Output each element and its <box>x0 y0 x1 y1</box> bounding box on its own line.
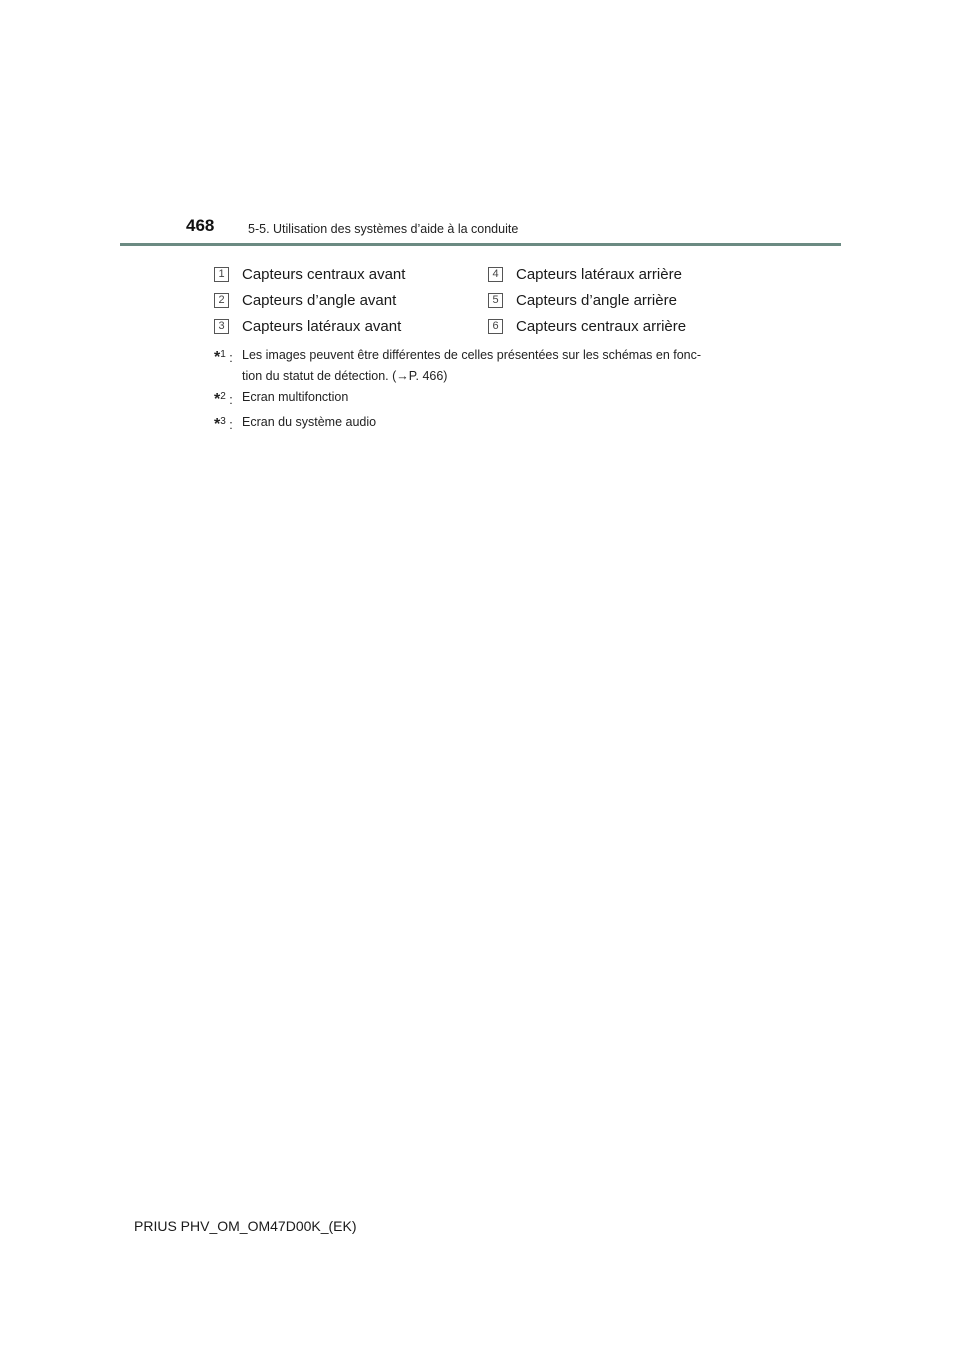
page-number: 468 <box>186 216 215 235</box>
legend-item <box>488 266 682 283</box>
footnote-text: Ecran multifonction <box>242 390 349 404</box>
legend-number-box: 3 <box>214 319 229 334</box>
section-title: 5-5. Utilisation des systèmes d’aide à la conduite <box>248 222 519 236</box>
footnote-text: Les images peuvent être différentes de celles présentées sur les schémas en fonc- <box>242 348 702 362</box>
legend-item <box>214 292 396 309</box>
footnote-number: 3 <box>220 416 226 427</box>
footnote-separator: : <box>229 393 233 407</box>
footnote-star: * <box>214 349 221 366</box>
legend-number-box: 2 <box>214 293 229 308</box>
header-rule <box>120 243 841 246</box>
legend-label: Capteurs d’angle arrière <box>516 292 677 309</box>
legend-item <box>214 318 401 335</box>
footnote-text-continued: tion du statut de détection. (→P. 466) <box>242 369 448 383</box>
footer-doc-id: PRIUS PHV_OM_OM47D00K_(EK) <box>134 1218 357 1234</box>
footnote-number: 1 <box>220 349 226 360</box>
footnote-star: * <box>214 391 221 408</box>
footnote-star: * <box>214 416 221 433</box>
legend-number-box: 4 <box>488 267 503 282</box>
legend-item <box>214 266 405 283</box>
footnote-text: Ecran du système audio <box>242 415 377 429</box>
legend-item <box>488 318 686 335</box>
legend-item <box>488 292 677 309</box>
legend-number-box: 5 <box>488 293 503 308</box>
footnote-number: 2 <box>220 391 226 402</box>
footnote-separator: : <box>229 418 233 432</box>
footnote-marker <box>214 346 242 367</box>
footnote <box>214 346 701 385</box>
footnote-separator: : <box>229 351 233 365</box>
footnote <box>214 388 348 409</box>
footnote <box>214 413 376 434</box>
footnote-marker <box>214 413 242 434</box>
legend-number-box: 1 <box>214 267 229 282</box>
legend-label: Capteurs centraux avant <box>242 266 406 283</box>
footnote-marker <box>214 388 242 409</box>
legend-label: Capteurs centraux arrière <box>516 318 687 335</box>
legend-label: Capteurs latéraux arrière <box>516 266 682 283</box>
legend-label: Capteurs d’angle avant <box>242 292 397 309</box>
legend-label: Capteurs latéraux avant <box>242 318 402 335</box>
legend-number-box: 6 <box>488 319 503 334</box>
